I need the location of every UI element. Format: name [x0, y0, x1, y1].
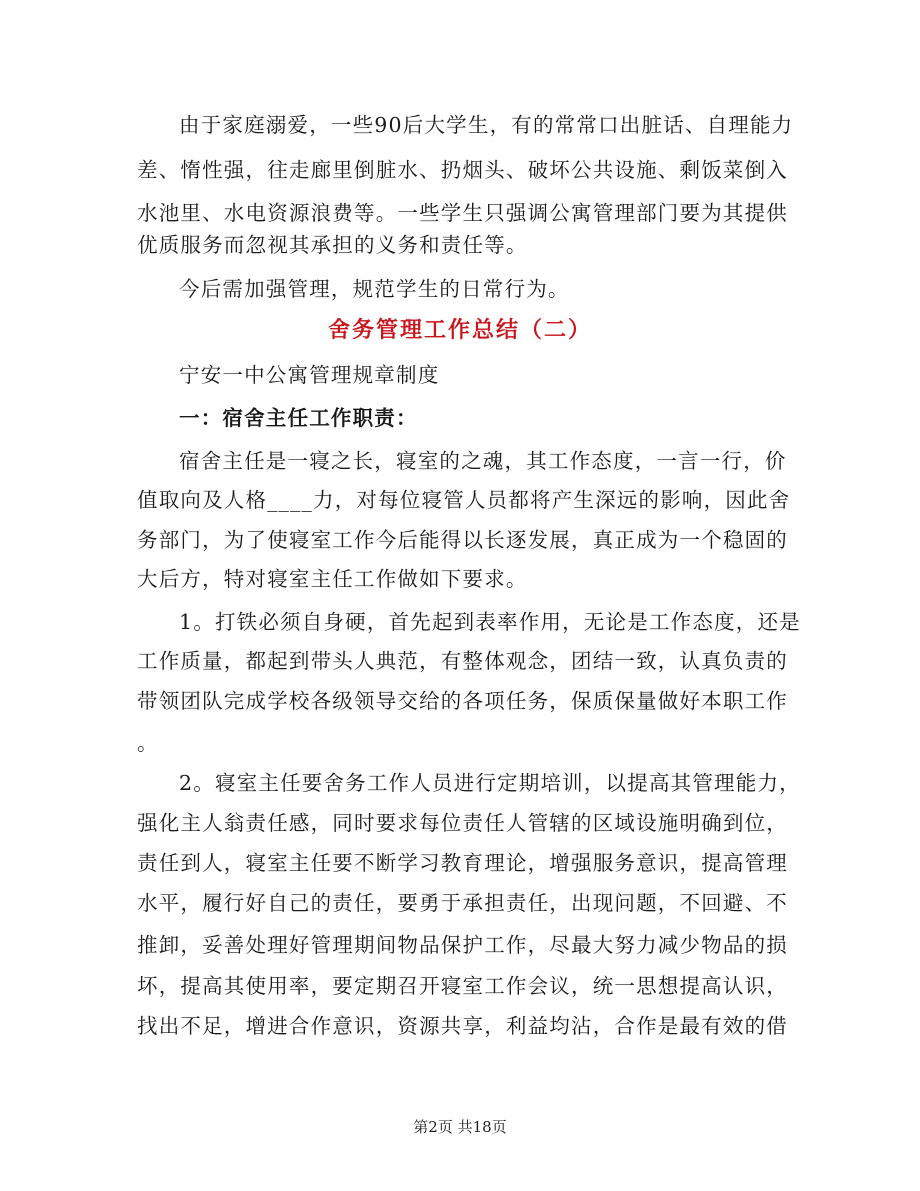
- body-line: 水平，履行好自己的责任，要勇于承担责任，出现问题，不回避、不: [137, 891, 788, 915]
- subtitle: 宁安一中公寓管理规章制度: [179, 363, 440, 387]
- body-line: 1。打铁必须自身硬，首先起到表率作用，无论是工作态度，还是: [179, 610, 801, 634]
- body-line: 推卸，妥善处理好管理期间物品保护工作，尽最大努力减少物品的损: [137, 933, 788, 957]
- body-line: 值取向及人格____力，对每位寝管人员都将产生深远的影响，因此舍: [137, 488, 791, 512]
- body-line: 由于家庭溺爱，一些90后大学生，有的常常口出脏话、自理能力: [179, 113, 794, 137]
- page-number: 第2页 共18页: [413, 1118, 507, 1136]
- body-line: 坏，提高其使用率，要定期召开寝室工作会议，统一思想提高认识，: [137, 974, 788, 998]
- body-line: 今后需加强管理，规范学生的日常行为。: [179, 277, 570, 301]
- body-line: 工作质量，都起到带头人典范，有整体观念，团结一致，认真负责的: [137, 649, 788, 673]
- section-title: 舍务管理工作总结（二）: [327, 317, 592, 343]
- body-line: 大后方，特对寝室主任工作做如下要求。: [137, 567, 528, 591]
- body-line: 宿舍主任是一寝之长，寝室的之魂，其工作态度，一言一行，价: [179, 449, 787, 473]
- body-line: 2。寝室主任要舍务工作人员进行定期培训，以提高其管理能力，: [179, 771, 801, 795]
- section-heading: 一：宿舍主任工作职责：: [179, 406, 418, 430]
- body-line: 。: [137, 731, 159, 755]
- body-line: 带领团队完成学校各级领导交给的各项任务，保质保量做好本职工作: [137, 689, 788, 713]
- body-line: 优质服务而忽视其承担的义务和责任等。: [137, 233, 528, 257]
- body-line: 水池里、水电资源浪费等。一些学生只强调公寓管理部门要为其提供: [137, 201, 788, 225]
- body-line: 责任到人，寝室主任要不断学习教育理论，增强服务意识，提高管理: [137, 851, 788, 875]
- body-line: 务部门，为了使寝室工作今后能得以长逐发展，真正成为一个稳固的: [137, 528, 788, 552]
- body-line: 差、惰性强，往走廊里倒脏水、扔烟头、破坏公共设施、剩饭菜倒入: [137, 158, 788, 182]
- body-line: 强化主人翁责任感，同时要求每位责任人管辖的区域设施明确到位，: [137, 811, 788, 835]
- body-line: 找出不足，增进合作意识，资源共享，利益均沾，合作是最有效的借: [137, 1014, 788, 1038]
